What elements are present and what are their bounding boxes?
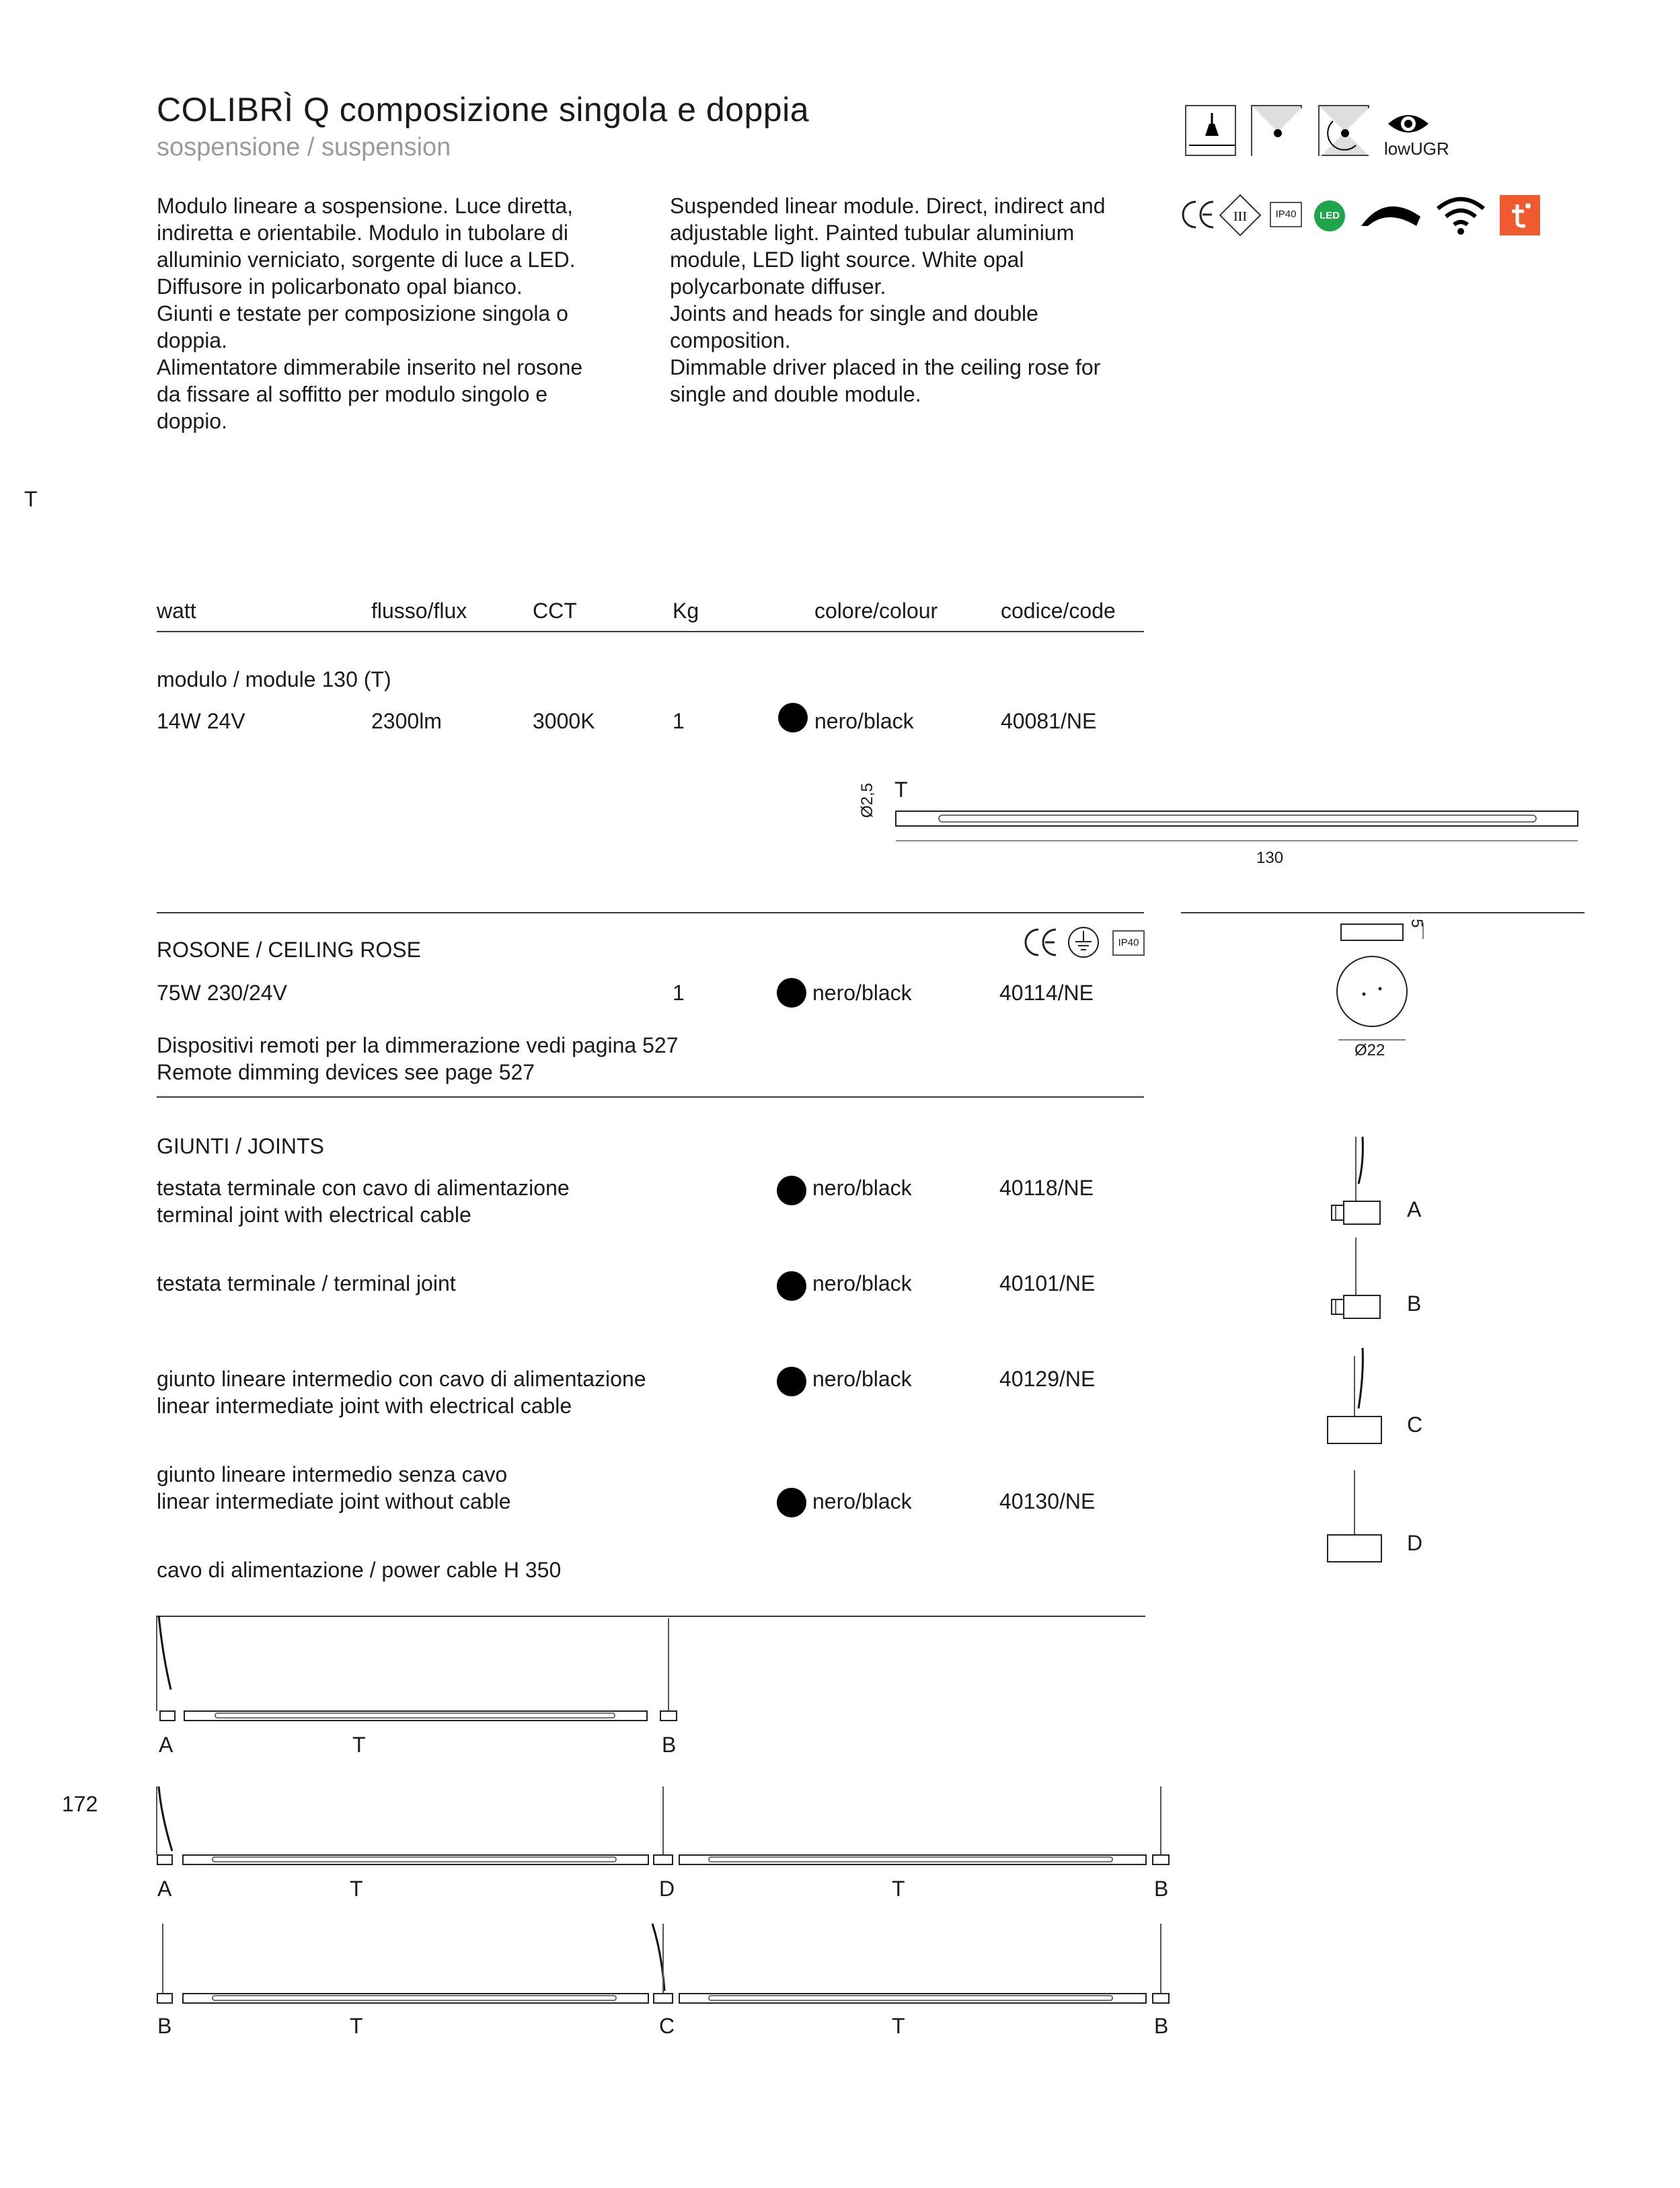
composition-double-central-feed-drawing [153, 1924, 1189, 2004]
ip40-badge: IP40 [1270, 202, 1302, 227]
tuya-app-icon [1500, 195, 1540, 235]
module-drawing-label: T [894, 778, 908, 802]
page-title: COLIBRÌ Q composizione singola e doppia [157, 91, 810, 128]
page-subtitle: sospensione / suspension [157, 133, 451, 161]
col-header-colour: colore/colour [814, 599, 938, 623]
colour-swatch-black [777, 978, 806, 1008]
joint-code: 40130/NE [999, 1489, 1096, 1513]
composition-label: A [159, 1733, 174, 1757]
description-english: Suspended linear module. Direct, indirect and adjustable light. Painted tubular aluminium module, LED light source. White opal polycarbonate diffuser. Joints and heads for single and double composition. Dimmable driver placed in the ceiling rose for single and double module. [670, 194, 1106, 406]
ip40-badge: IP40 [1112, 930, 1145, 956]
joint-tag-b: B [1407, 1291, 1422, 1316]
class-iii-icon [1219, 194, 1262, 237]
col-header-code: codice/code [1001, 599, 1116, 623]
class-iii-text: III [1233, 209, 1247, 224]
composition-single-drawing [153, 1616, 691, 1730]
joint-code: 40118/NE [999, 1176, 1094, 1200]
diffuse-light-icon [1251, 105, 1302, 156]
eye-icon [1387, 110, 1430, 137]
composition-label: A [157, 1877, 172, 1901]
rose-watt: 75W 230/24V [157, 981, 287, 1005]
col-header-kg: Kg [673, 599, 699, 623]
composition-label: T [352, 1733, 366, 1757]
rose-code: 40114/NE [999, 981, 1094, 1005]
composition-label: B [1154, 1877, 1169, 1901]
joint-tag-d: D [1407, 1531, 1423, 1555]
composition-label: T [350, 2014, 363, 2038]
composition-label: T [892, 2014, 905, 2038]
module-length-label: 130 [1256, 849, 1284, 867]
ce-mark-icon [1024, 927, 1059, 958]
module-kg: 1 [673, 709, 685, 733]
composition-label: D [659, 1877, 675, 1901]
module-colour: nero/black [814, 709, 914, 733]
rose-divider-bottom [157, 1096, 1144, 1098]
side-marker: T [24, 487, 38, 511]
rose-kg: 1 [673, 981, 685, 1005]
joint-colour: nero/black [812, 1271, 912, 1295]
joints-heading: GIUNTI / JOINTS [157, 1134, 324, 1158]
joint-b-drawing [1325, 1238, 1392, 1325]
adjustable-light-icon [1318, 105, 1369, 156]
cable-note: cavo di alimentazione / power cable H 350 [157, 1558, 562, 1582]
rose-note-italian: Dispositivi remoti per la dimmerazione vedi pagina 527 [157, 1033, 679, 1057]
description-italian: Modulo lineare a sospensione. Luce diretta, indiretta e orientabile. Modulo in tubolare di alluminio verniciato, sorgente di luce a LED. Diffusore in policarbonato opal bianco. Giunti e testate per composizione singola o doppia. Alimentatore dimmerabile inserito nel rosone da fissare al soffitto per modulo singolo e doppio. [157, 194, 583, 433]
module-drawing [894, 804, 1607, 858]
low-ugr-label: lowUGR [1384, 139, 1449, 159]
module-code: 40081/NE [1001, 709, 1097, 733]
colour-swatch-black [778, 703, 808, 732]
joint-d-drawing [1325, 1470, 1392, 1571]
rose-diameter-label: Ø22 [1354, 1041, 1385, 1059]
module-flux: 2300lm [371, 709, 442, 733]
col-header-watt: watt [157, 599, 196, 623]
module-label: modulo / module 130 (T) [157, 667, 391, 691]
wifi-icon [1435, 195, 1486, 235]
joint-desc-italian: giunto lineare intermedio senza cavo [157, 1462, 508, 1486]
joint-colour: nero/black [812, 1176, 912, 1200]
joint-colour: nero/black [812, 1367, 912, 1391]
led-badge: LED [1314, 200, 1345, 231]
module-cct: 3000K [533, 709, 595, 733]
composition-label: B [157, 2014, 172, 2038]
page-number: 172 [62, 1792, 98, 1816]
joint-desc-italian: giunto lineare intermedio con cavo di alimentazione [157, 1367, 646, 1391]
header-divider [157, 631, 1144, 632]
direct-light-icon [1185, 105, 1236, 156]
composition-double-drawing [153, 1786, 1189, 1867]
joint-desc-english: linear intermediate joint with electrical cable [157, 1394, 572, 1418]
colour-swatch-black [777, 1488, 806, 1517]
joint-desc-english: linear intermediate joint without cable [157, 1489, 511, 1513]
rose-divider-top [157, 912, 1144, 913]
module-diameter-label: Ø2,5 [858, 782, 876, 818]
ce-mark-icon [1181, 199, 1216, 230]
composition-label: B [1154, 2014, 1169, 2038]
rose-height-label: 5 [1408, 919, 1426, 928]
joint-code: 40129/NE [999, 1367, 1096, 1391]
colour-swatch-black [777, 1271, 806, 1301]
rose-heading: ROSONE / CEILING ROSE [157, 938, 421, 962]
rose-colour: nero/black [812, 981, 912, 1005]
composition-label: T [350, 1877, 363, 1901]
module-watt: 14W 24V [157, 709, 245, 733]
earth-ground-icon [1067, 926, 1100, 959]
rose-note-english: Remote dimming devices see page 527 [157, 1060, 535, 1084]
colour-swatch-black [777, 1176, 806, 1205]
dimmable-arc-icon [1359, 196, 1426, 227]
joint-desc-italian: testata terminale con cavo di alimentazione [157, 1176, 570, 1200]
joint-desc-italian: testata terminale / terminal joint [157, 1271, 456, 1295]
joint-tag-a: A [1407, 1197, 1422, 1221]
composition-label: T [892, 1877, 905, 1901]
col-header-flux: flusso/flux [371, 599, 467, 623]
joint-colour: nero/black [812, 1489, 912, 1513]
composition-label: C [659, 2014, 675, 2038]
joint-desc-english: terminal joint with electrical cable [157, 1203, 471, 1227]
joint-tag-c: C [1407, 1412, 1423, 1437]
composition-label: B [662, 1733, 677, 1757]
col-header-cct: CCT [533, 599, 577, 623]
joint-c-drawing [1325, 1348, 1392, 1449]
ceiling-rose-drawing [1338, 919, 1486, 1053]
colour-swatch-black [777, 1367, 806, 1396]
rose-drawing-divider [1181, 912, 1584, 913]
joint-code: 40101/NE [999, 1271, 1096, 1295]
